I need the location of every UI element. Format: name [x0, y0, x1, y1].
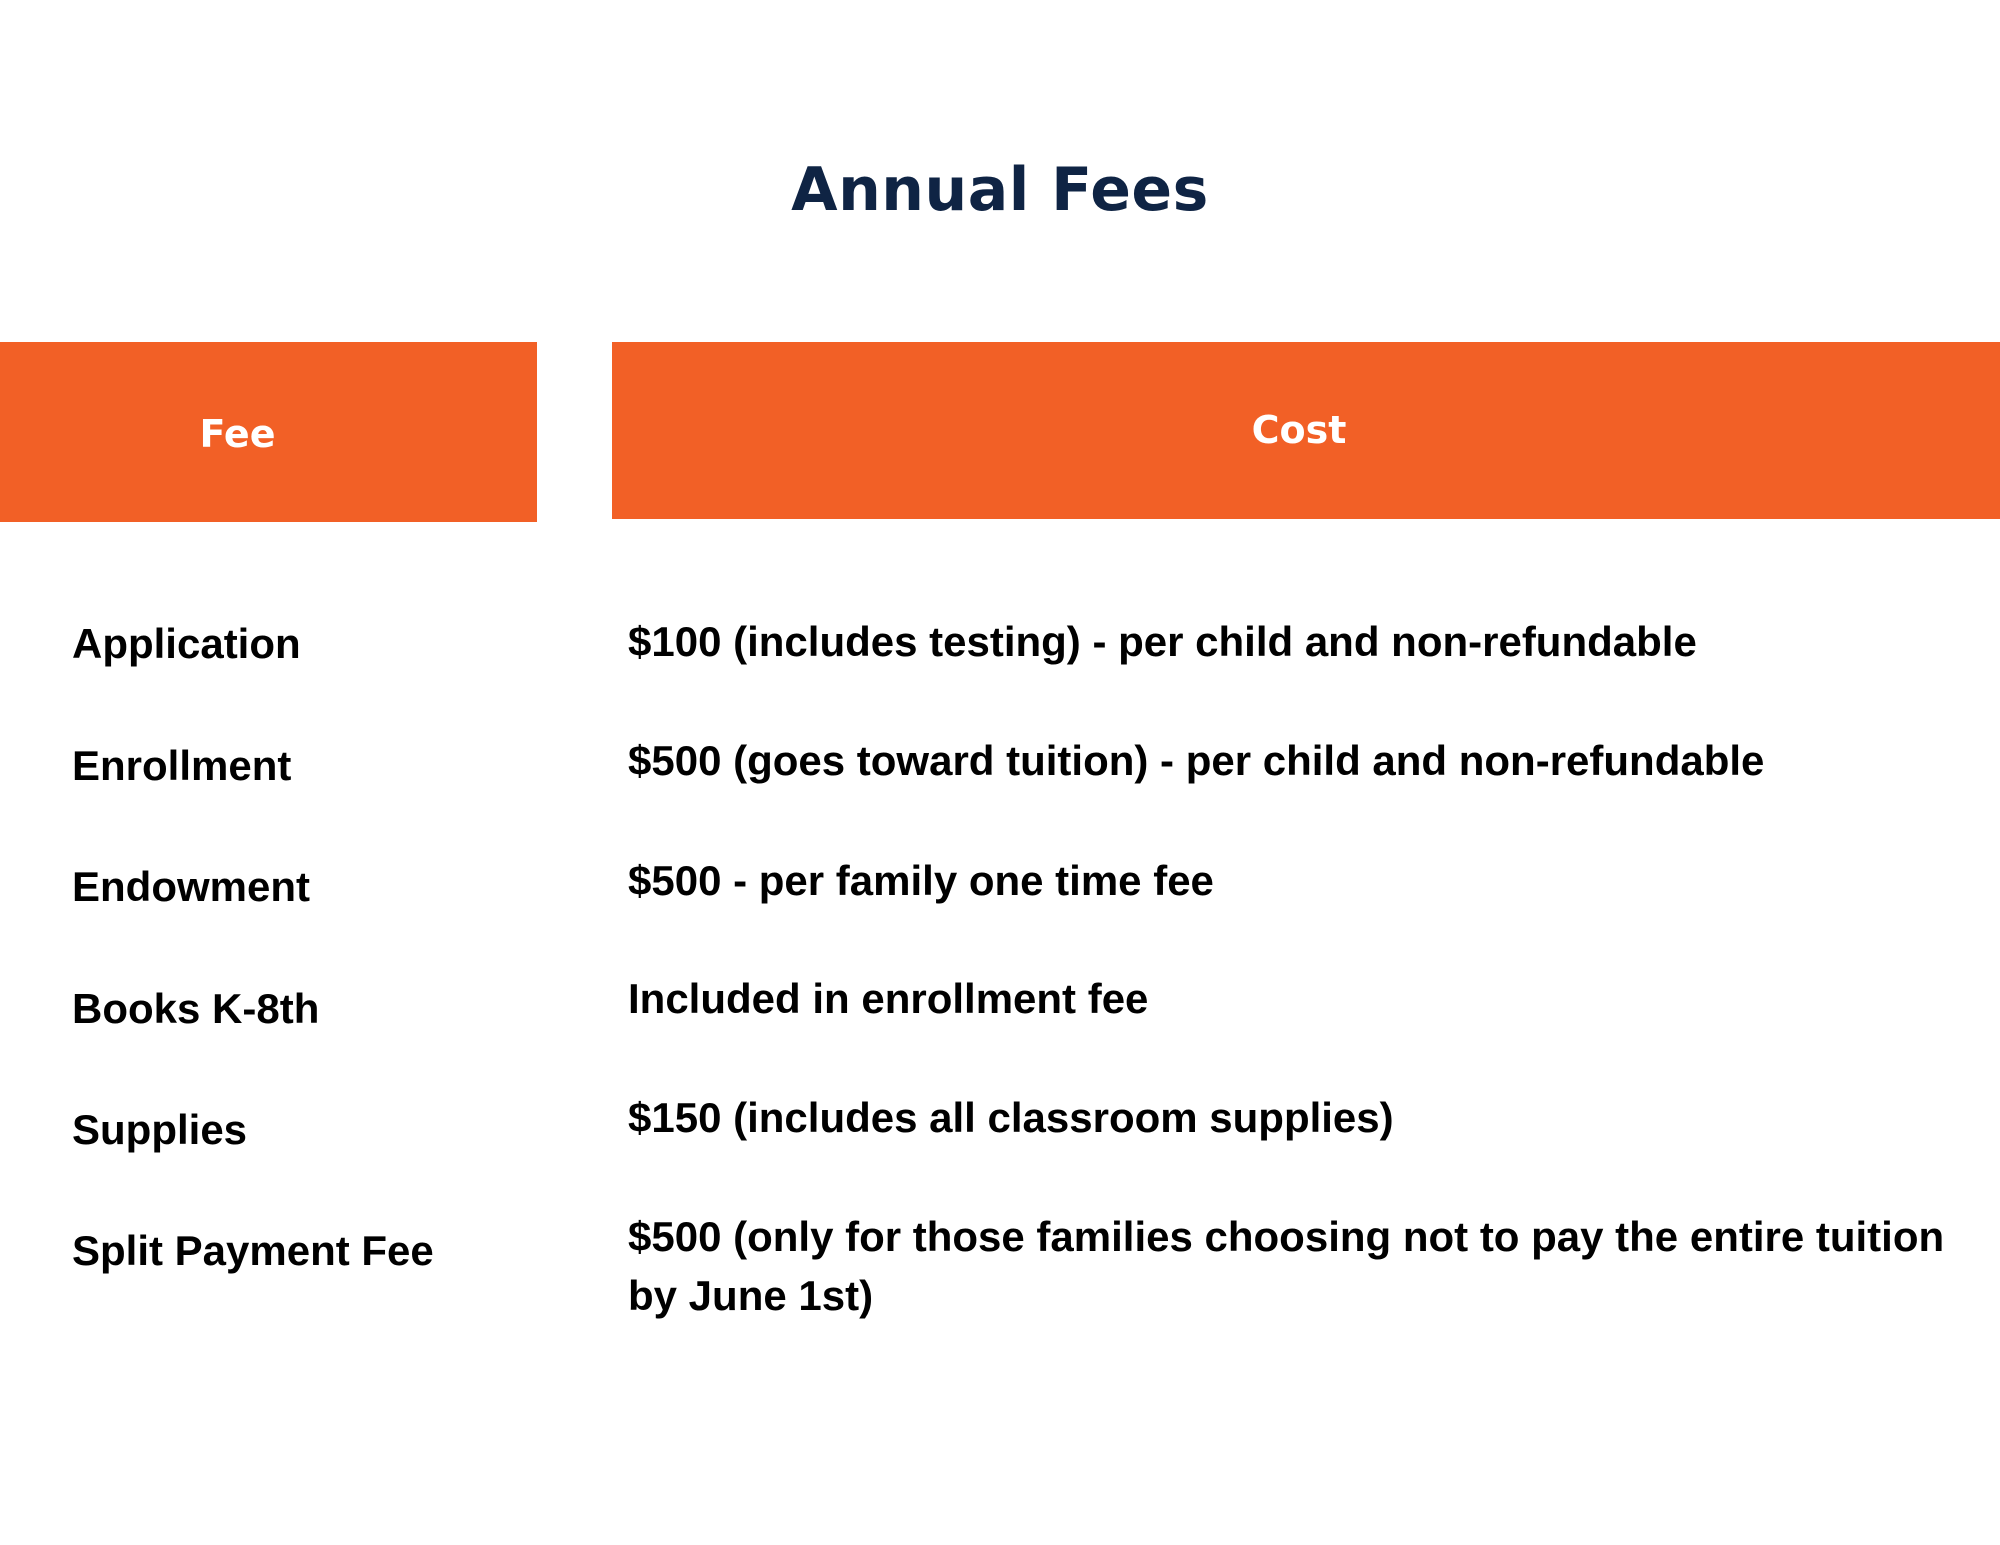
- fee-cost: $500 - per family one time fee: [628, 857, 1214, 904]
- fee-column-header: [0, 342, 537, 522]
- fee-cost: $100 (includes testing) - per child and non-refundable: [628, 618, 1697, 665]
- fee-name: Supplies: [72, 1106, 248, 1153]
- fee-name: Application: [72, 620, 301, 667]
- fee-cost: $150 (includes all classroom supplies): [628, 1094, 1394, 1141]
- fee-name: Books K-8th: [72, 985, 320, 1032]
- fee-cost: $500 (goes toward tuition) - per child and non-refundable: [628, 737, 1765, 784]
- fee-cost: $500 (only for those families choosing not to pay the entire tuition by June 1st): [628, 1213, 1945, 1319]
- cost-header-label: Cost: [1251, 407, 1347, 452]
- fee-name: Endowment: [72, 863, 310, 910]
- cost-column-header: [612, 342, 2000, 519]
- fee-cost: Included in enrollment fee: [628, 975, 1149, 1022]
- page-title: Annual Fees: [791, 155, 1209, 225]
- fee-name: Enrollment: [72, 742, 292, 789]
- fee-header-label: Fee: [199, 412, 276, 456]
- fee-name: Split Payment Fee: [72, 1227, 434, 1274]
